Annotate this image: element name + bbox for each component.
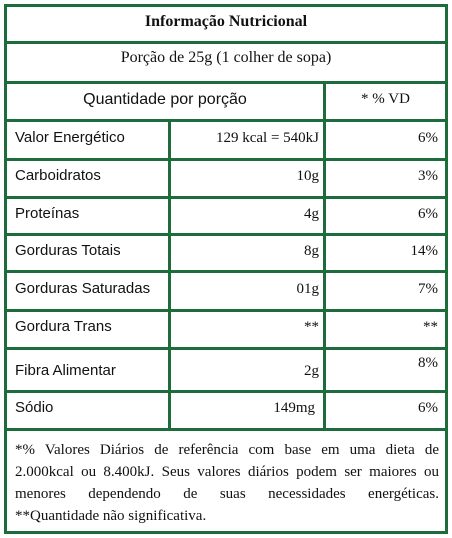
divider: [7, 41, 445, 44]
nutrient-amount: 149mg: [273, 400, 315, 416]
nutrient-vd: 6%: [418, 206, 438, 222]
divider: [7, 81, 445, 84]
divider: [7, 347, 445, 350]
nutrient-vd: 6%: [418, 400, 438, 416]
nutrient-name: Gorduras Saturadas: [15, 280, 151, 297]
nutrient-vd: 6%: [418, 130, 438, 146]
nutrient-vd: **: [423, 319, 438, 335]
nutrient-vd: 3%: [418, 168, 438, 184]
divider: [168, 119, 171, 431]
divider: [7, 428, 445, 431]
divider: [7, 309, 445, 312]
serving-size: Porção de 25g (1 colher de sopa): [120, 49, 332, 66]
nutrient-name: Carboidratos: [15, 167, 101, 184]
nutrient-vd: 7%: [418, 281, 438, 297]
divider: [7, 119, 445, 122]
nutrient-name: Fibra Alimentar: [15, 362, 116, 379]
table-title: Informação Nutricional: [144, 13, 308, 30]
nutrition-facts-table: [4, 4, 448, 534]
divider: [7, 390, 445, 393]
nutrient-name: Sódio: [15, 399, 54, 416]
footnote-not-significant: **Quantidade não significativa.: [15, 508, 207, 524]
nutrient-amount: 129 kcal = 540kJ: [215, 130, 319, 146]
divider: [7, 233, 445, 236]
nutrient-amount: 2g: [304, 363, 319, 379]
divider: [323, 81, 326, 431]
nutrient-name: Proteínas: [15, 205, 80, 222]
header-quantity: Quantidade por porção: [83, 91, 247, 108]
nutrient-amount: 01g: [296, 281, 319, 297]
divider: [7, 158, 445, 161]
nutrient-name: Valor Energético: [15, 129, 125, 146]
nutrient-amount: 4g: [304, 206, 319, 222]
nutrient-amount: **: [304, 319, 319, 335]
divider: [7, 196, 445, 199]
footnote: [15, 439, 439, 527]
divider: [7, 270, 445, 273]
nutrient-amount: 8g: [304, 243, 319, 259]
nutrient-vd: 14%: [410, 243, 438, 259]
footnote-vd-reference: *% Valores Diários de referência com base em uma dieta de: [15, 442, 439, 458]
header-vd: * % VD: [361, 91, 410, 107]
nutrient-name: Gordura Trans: [15, 318, 112, 335]
footnote-daily-values: 2.000kcal ou 8.400kJ. Seus valores diários podem ser maiores ou menores dependendo de suas necessidades energéticas.: [15, 464, 439, 502]
nutrient-name: Gorduras Totais: [15, 242, 121, 259]
nutrient-amount: 10g: [296, 168, 319, 184]
nutrient-vd: 8%: [418, 355, 438, 371]
